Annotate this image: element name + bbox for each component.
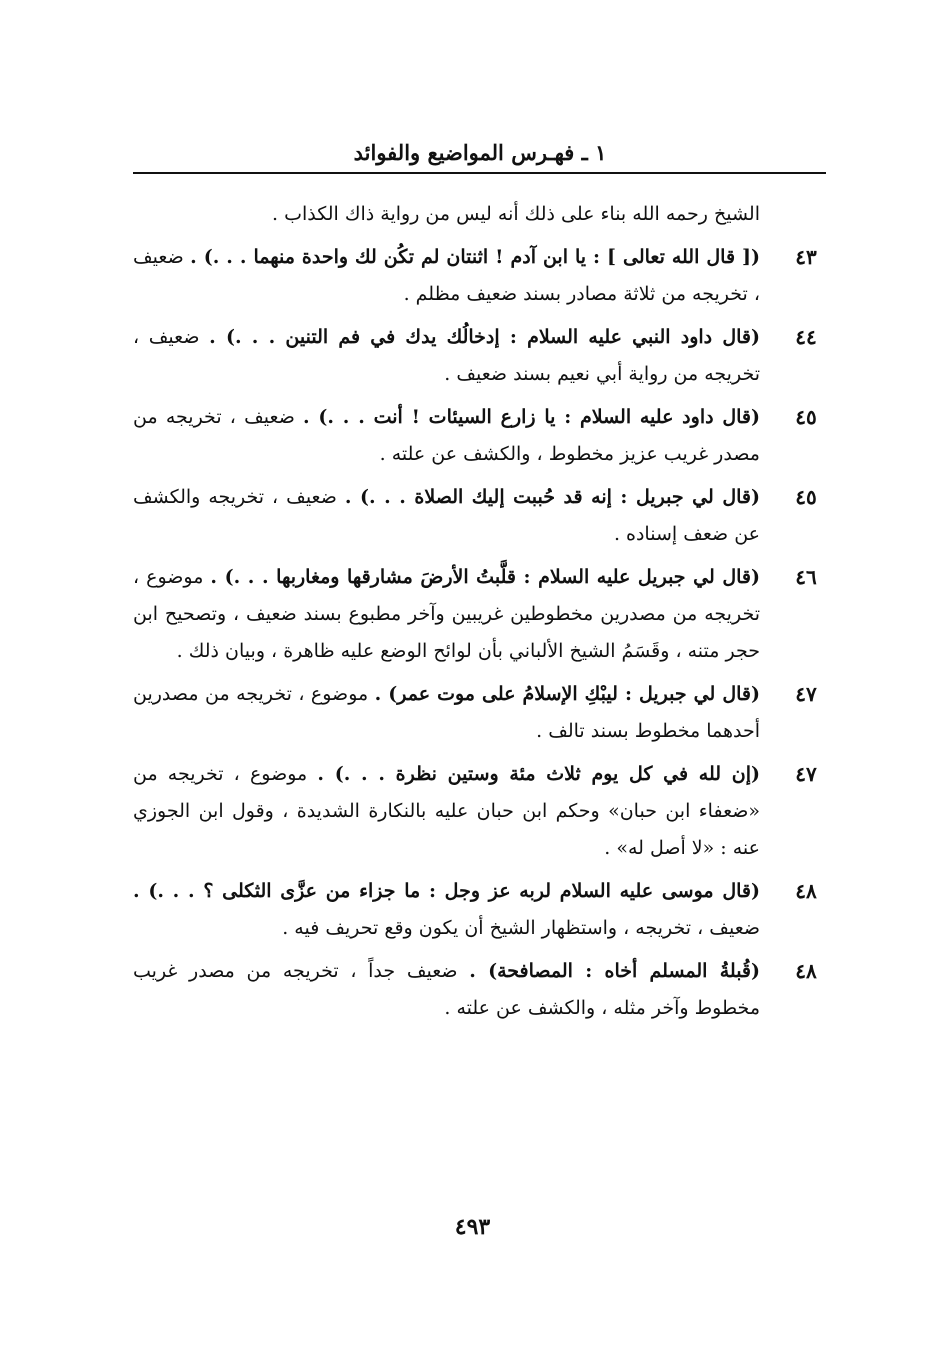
- entry-ruling: ضعيف ، تخريجه والكشف عن ضعف إسناده .: [133, 486, 760, 545]
- index-entry: [133, 479, 826, 553]
- entry-text: [133, 196, 760, 233]
- index-entry: [133, 559, 826, 670]
- index-entries: [133, 196, 826, 1033]
- entry-hadith: (قال لي جبريل : ليبْكِ الإسلامُ على موت عمر) .: [374, 683, 760, 705]
- entry-text: [133, 239, 760, 313]
- entry-text: [133, 953, 760, 1027]
- entry-page-number: ٤٧: [795, 762, 817, 786]
- entry-ruling: ضعيف ، تخريجه من رواية أبي نعيم بسند ضعيف .: [133, 326, 760, 385]
- entry-page-number: ٤٧: [795, 682, 817, 706]
- entry-hadith: (قال داود عليه السلام : يا زارع السيئات ! أنت . . .) .: [303, 406, 760, 428]
- entry-ruling: موضوع ، تخريجه من مصدرين مخطوطين غريبين وآخر مطبوع بسند ضعيف ، وتصحيح ابن حجر متنه ، وقَسَمُ الشيخ الألباني بأن لوائح الوضع عليه ظاهرة ، وبيان ذلك .: [133, 566, 760, 662]
- entry-page-number: ٤٨: [795, 879, 817, 903]
- entry-ruling: موضوع ، تخريجه من مصدرين أحدهما مخطوط بسند تالف .: [133, 683, 760, 742]
- entry-ruling: ضعيف ، تخريجه ، واستظهار الشيخ أن يكون وقع تحريف فيه .: [282, 917, 760, 939]
- entry-text: [133, 873, 760, 947]
- entry-text: [133, 559, 760, 670]
- index-entry: [133, 319, 826, 393]
- entry-page-number: ٤٨: [795, 959, 817, 983]
- entry-text: [133, 399, 760, 473]
- entry-hadith: ([ قال الله تعالى ] : يا ابن آدم ! اثنتان لم تكُن لك واحدة منهما . . .) .: [190, 246, 760, 268]
- entry-text: [133, 319, 760, 393]
- entry-ruling: ضعيف ، تخريجه من مصدر غريب عزيز مخطوط ، والكشف عن علته .: [133, 406, 760, 465]
- entry-text: [133, 676, 760, 750]
- index-entry: [133, 756, 826, 867]
- entry-ruling: ضعيف جداً ، تخريجه من مصدر غريب مخطوط وآخر مثله ، والكشف عن علته .: [133, 960, 760, 1019]
- entry-text: [133, 756, 760, 867]
- running-header: ١ ـ فهـرس المواضيع والفوائد: [353, 140, 607, 165]
- index-entry: [133, 873, 826, 947]
- entry-text: [133, 479, 760, 553]
- entry-ruling: ضعيف ، تخريجه من ثلاثة مصادر بسند ضعيف مظلم .: [133, 246, 760, 305]
- index-entry: [133, 676, 826, 750]
- entry-page-number: ٤٥: [795, 485, 817, 509]
- entry-page-number: ٤٦: [795, 565, 817, 589]
- entry-hadith: (قال لي جبريل عليه السلام : قلَّبتُ الأرضَ مشارقها ومغاربها . . .) .: [210, 566, 760, 588]
- index-entry: [133, 953, 826, 1027]
- index-entry: [133, 399, 826, 473]
- entry-hadith: (قال لي جبريل : إنه قد حُببت إليك الصلاة . . .) .: [344, 486, 760, 508]
- header-rule: [133, 172, 826, 174]
- index-entry: [133, 239, 826, 313]
- entry-page-number: ٤٣: [795, 245, 817, 269]
- entry-hadith: (قال موسى عليه السلام لربه عز وجل : ما جزاء من عزَّى الثكلى ؟ . . .) .: [133, 880, 760, 902]
- page-number: ٤٩٣: [454, 1214, 491, 1240]
- entry-hadith: (إن لله في كل يوم ثلاث مئة وستين نظرة . . .) .: [317, 763, 760, 785]
- entry-ruling: الشيخ رحمه الله بناء على ذلك أنه ليس من رواية ذاك الكذاب .: [272, 203, 760, 225]
- index-entry: [133, 196, 826, 233]
- entry-ruling: موضوع ، تخريجه من «ضعفاء ابن حبان» وحكم ابن حبان عليه بالنكارة الشديدة ، وقول ابن الجوزي عنه : «لا أصل له» .: [133, 763, 760, 859]
- entry-hadith: (قال داود النبي عليه السلام : إدخالُك يدك في فم التنين . . .) .: [209, 326, 761, 348]
- entry-page-number: ٤٥: [795, 405, 817, 429]
- entry-hadith: (قُبلةُ المسلم أخاه : المصافحة) .: [469, 960, 761, 982]
- entry-page-number: ٤٤: [795, 325, 817, 349]
